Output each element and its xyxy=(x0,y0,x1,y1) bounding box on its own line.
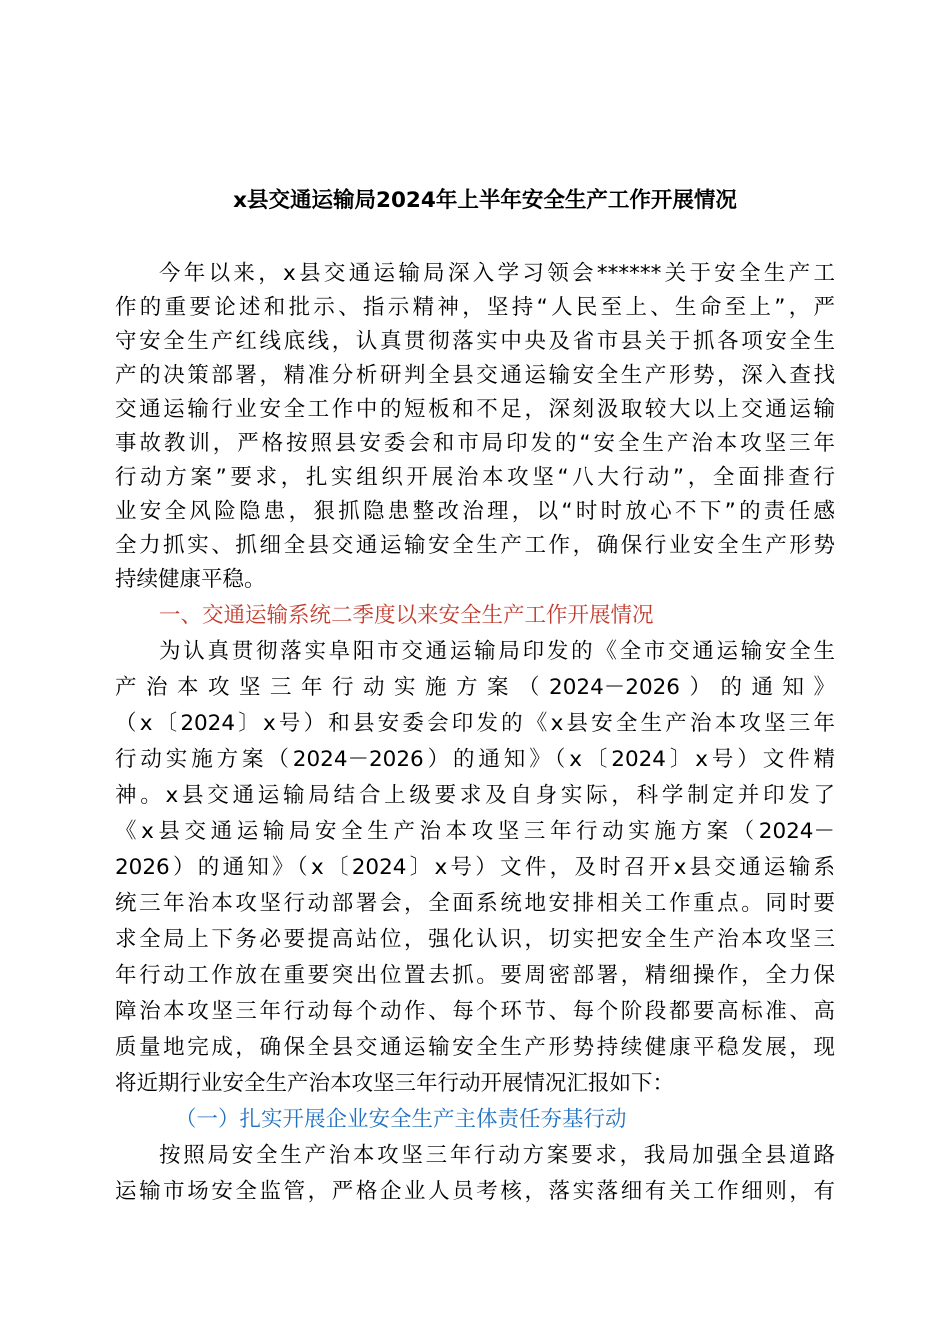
paragraph-line: 障治本攻坚三年行动每个动作、每个环节、每个阶段都要高标准、高 xyxy=(115,999,835,1024)
paragraph-line: 按照局安全生产治本攻坚三年行动方案要求，我局加强全县道路 xyxy=(159,1143,835,1168)
paragraph-line: 神。x县交通运输局结合上级要求及自身实际，科学制定并印发了 xyxy=(115,783,835,808)
paragraph-line: 统三年治本攻坚行动部署会，全面系统地安排相关工作重点。同时要 xyxy=(115,891,835,916)
paragraph-line: 今年以来，x县交通运输局深入学习领会******关于安全生产工 xyxy=(159,261,835,286)
paragraph-line: 守安全生产红线底线，认真贯彻落实中央及省市县关于抓各项安全生 xyxy=(115,329,835,354)
paragraph-line: 全力抓实、抓细全县交通运输安全生产工作，确保行业安全生产形势 xyxy=(115,533,835,558)
paragraph-line: 2026）的通知》（x〔2024〕x号）文件，及时召开x县交通运输系 xyxy=(115,855,835,880)
paragraph-line: 运输市场安全监管，严格企业人员考核，落实落细有关工作细则，有 xyxy=(115,1179,835,1204)
paragraph-line: 业安全风险隐患，狠抓隐患整改治理，以“时时放心不下”的责任感 xyxy=(115,499,835,524)
paragraph-line: 为认真贯彻落实阜阳市交通运输局印发的《全市交通运输安全生 xyxy=(159,639,835,664)
paragraph-line: 行动方案”要求，扎实组织开展治本攻坚“八大行动”，全面排查行 xyxy=(115,465,835,490)
paragraph-line: （x〔2024〕x号）和县安委会印发的《x县安全生产治本攻坚三年 xyxy=(115,711,835,736)
section-heading: 一、交通运输系统二季度以来安全生产工作开展情况 xyxy=(159,603,654,628)
paragraph-line: 产治本攻坚三年行动实施方案（2024－2026）的通知》 xyxy=(115,675,835,700)
paragraph-line: 《x县交通运输局安全生产治本攻坚三年行动实施方案（2024－ xyxy=(115,819,835,844)
document-title: x县交通运输局2024年上半年安全生产工作开展情况 xyxy=(233,188,737,213)
paragraph-line: 产的决策部署，精准分析研判全县交通运输安全生产形势，深入查找 xyxy=(115,363,835,388)
paragraph-line: 将近期行业安全生产治本攻坚三年行动开展情况汇报如下： xyxy=(115,1071,675,1096)
paragraph-line: 年行动工作放在重要突出位置去抓。要周密部署，精细操作，全力保 xyxy=(115,963,835,988)
paragraph-line: 持续健康平稳。 xyxy=(115,567,266,592)
paragraph-line: 行动实施方案（2024－2026）的通知》（x〔2024〕x号）文件精 xyxy=(115,747,835,772)
paragraph-line: 质量地完成，确保全县交通运输安全生产形势持续健康平稳发展，现 xyxy=(115,1035,835,1060)
subsection-heading: （一）扎实开展企业安全生产主体责任夯基行动 xyxy=(175,1107,627,1132)
paragraph-line: 交通运输行业安全工作中的短板和不足，深刻汲取较大以上交通运输 xyxy=(115,397,835,422)
paragraph-line: 求全局上下务必要提高站位，强化认识，切实把安全生产治本攻坚三 xyxy=(115,927,835,952)
paragraph-line: 事故教训，严格按照县安委会和市局印发的“安全生产治本攻坚三年 xyxy=(115,431,835,456)
paragraph-line: 作的重要论述和批示、指示精神，坚持“人民至上、生命至上”，严 xyxy=(115,295,835,320)
document-page xyxy=(115,0,835,1344)
